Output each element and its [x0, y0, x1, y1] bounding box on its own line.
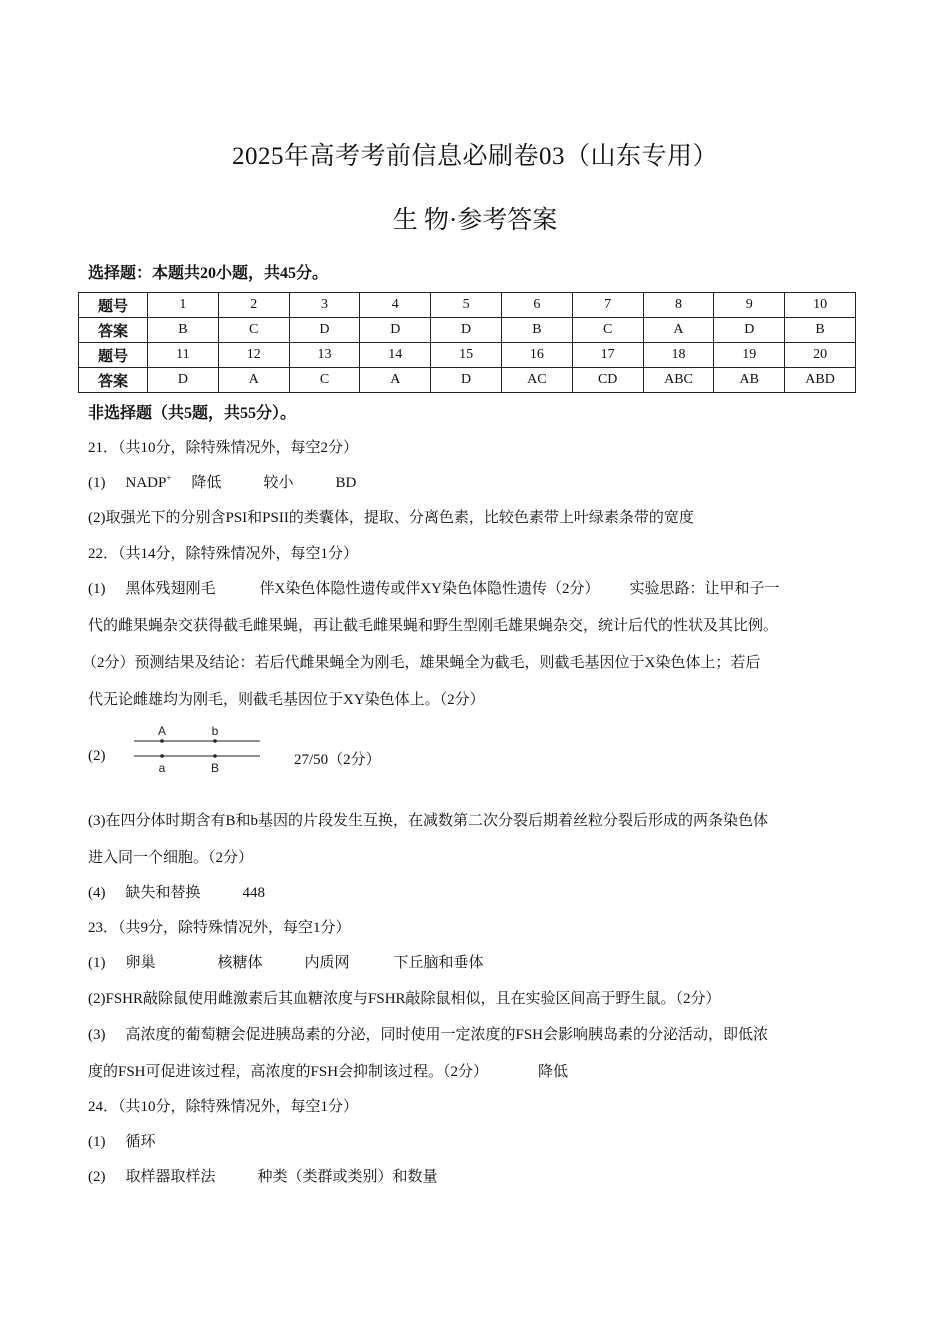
part-number: (1) — [88, 955, 106, 971]
question-number-cell: 19 — [714, 343, 785, 368]
answer-cell: C — [572, 318, 643, 343]
gene-locus-dot — [160, 754, 164, 758]
answer-cell: AC — [501, 368, 572, 393]
answer-cell: C — [218, 318, 289, 343]
q22-heading: 22．（共14分，除特殊情况外，每空1分） — [88, 546, 359, 562]
answer-cell: B — [148, 318, 219, 343]
answer-text: 高浓度的葡萄糖会促进胰岛素的分泌，同时使用一定浓度的FSH会影响胰岛素的分泌活动，即低浓 — [125, 1027, 769, 1043]
question-number-cell: 6 — [501, 293, 572, 318]
answer-cell: C — [289, 368, 360, 393]
answer-cell: D — [148, 368, 219, 393]
question-number-cell: 11 — [148, 343, 219, 368]
q22-part3-line1: (3)在四分体时期含有B和b基因的片段发生互换，在减数第二次分裂后期着丝粒分裂后形成的两条染色体 — [88, 813, 768, 829]
q24-heading: 24．（共10分，除特殊情况外，每空1分） — [88, 1099, 359, 1115]
question-number-cell: 5 — [431, 293, 502, 318]
q22-part1-line4: 代无论雌雄均为刚毛，则截毛基因位于XY染色体上。（2分） — [88, 692, 485, 708]
answer-text: 缺失和替换 — [125, 885, 201, 901]
question-number-cell: 15 — [431, 343, 502, 368]
gene-label: b — [211, 724, 219, 738]
answer-cell: D — [431, 318, 502, 343]
row-label-answer: 答案 — [79, 318, 148, 343]
question-number-cell: 20 — [785, 343, 856, 368]
answer-text: 伴X染色体隐性遗传或伴XY染色体隐性遗传（2分） — [259, 581, 600, 597]
q23-heading: 23．（共9分，除特殊情况外，每空1分） — [88, 920, 351, 936]
question-number-cell: 4 — [360, 293, 431, 318]
answer-text: 下丘脑和垂体 — [393, 955, 484, 971]
gene-label: B — [210, 761, 220, 775]
q24-part2 — [88, 1165, 438, 1186]
question-number-cell: 18 — [643, 343, 714, 368]
answer-text: 循环 — [125, 1134, 156, 1150]
answer-text: 种类（类群或类别）和数量 — [257, 1169, 438, 1185]
q24-part1 — [88, 1130, 156, 1151]
table-row — [79, 318, 856, 343]
question-number-cell: 8 — [643, 293, 714, 318]
part-number: (4) — [88, 885, 106, 901]
question-number-cell: 10 — [785, 293, 856, 318]
answer-cell: D — [289, 318, 360, 343]
answer-text: 取样器取样法 — [125, 1169, 216, 1185]
row-label-answer: 答案 — [79, 368, 148, 393]
answer-cell: D — [714, 318, 785, 343]
question-number-cell: 17 — [572, 343, 643, 368]
answer-text: BD — [335, 475, 357, 491]
q22-part1-line2: 代的雌果蝇杂交获得截毛雌果蝇，再让截毛雌果蝇和野生型刚毛雄果蝇杂交，统计后代的性状及其比例。 — [88, 618, 779, 634]
q22-part1-line1 — [88, 577, 780, 598]
answer-text: 卵巢 — [125, 955, 156, 971]
q21-heading: 21．（共10分，除特殊情况外，每空2分） — [88, 440, 359, 456]
superscript: + — [166, 473, 172, 483]
q23-part3-line1 — [88, 1023, 768, 1044]
answer-cell: B — [785, 318, 856, 343]
q23-part3-line2 — [88, 1060, 568, 1081]
question-number-cell: 16 — [501, 343, 572, 368]
page-subtitle: 生 物·参考答案 — [392, 207, 558, 234]
question-number-cell: 12 — [218, 343, 289, 368]
answer-cell: A — [643, 318, 714, 343]
question-number-cell: 1 — [148, 293, 219, 318]
answer-text: 度的FSH可促进该过程，高浓度的FSH会抑制该过程。（2分） — [88, 1064, 489, 1080]
q23-part1 — [88, 951, 484, 972]
answer-text: 实验思路：让甲和子一 — [629, 581, 780, 597]
row-label-question: 题号 — [79, 343, 148, 368]
q22-part2-answer: 27/50（2分） — [294, 752, 381, 768]
answer-cell: ABC — [643, 368, 714, 393]
answer-cell: D — [360, 318, 431, 343]
table-row — [79, 293, 856, 318]
answer-cell: CD — [572, 368, 643, 393]
part-number: (1) — [88, 1134, 106, 1150]
question-number-cell: 7 — [572, 293, 643, 318]
part-number: (3) — [88, 1027, 106, 1043]
row-label-question: 题号 — [79, 293, 148, 318]
answer-cell: AB — [714, 368, 785, 393]
answer-text: 448 — [242, 885, 266, 901]
nonchoice-heading: 非选择题（共5题，共55分）。 — [88, 405, 297, 422]
question-number-cell: 3 — [289, 293, 360, 318]
answer-text: 较小 — [263, 475, 294, 491]
choice-heading: 选择题：本题共20小题，共45分。 — [88, 265, 329, 282]
q21-part2: (2)取强光下的分别含PSI和PSII的类囊体，提取、分离色素，比较色素带上叶绿素条带的宽度 — [88, 510, 694, 526]
q22-part1-line3: （2分）预测结果及结论：若后代雌果蝇全为刚毛，雄果蝇全为截毛，则截毛基因位于X染色体上；若后 — [82, 655, 761, 671]
answer-text: NADP — [125, 475, 167, 491]
table-row — [79, 368, 856, 393]
answer-text: 降低 — [191, 475, 222, 491]
q22-part2-number: (2) — [88, 748, 106, 764]
chromosome-diagram — [134, 722, 274, 776]
question-number-cell: 14 — [360, 343, 431, 368]
page-title: 2025年高考考前信息必刷卷03（山东专用） — [231, 143, 718, 170]
question-number-cell: 13 — [289, 343, 360, 368]
q21-part1 — [88, 471, 356, 492]
table-row — [79, 343, 856, 368]
answer-cell: D — [431, 368, 502, 393]
part-number: (1) — [88, 475, 106, 491]
answer-cell: B — [501, 318, 572, 343]
answer-cell: ABD — [785, 368, 856, 393]
q22-part4 — [88, 881, 265, 902]
answer-text: 降低 — [538, 1064, 569, 1080]
part-number: (1) — [88, 581, 106, 597]
gene-locus-dot — [213, 754, 217, 758]
question-number-cell: 9 — [714, 293, 785, 318]
answer-table — [78, 292, 856, 393]
q23-part2: (2)FSHR敲除鼠使用雌激素后其血糖浓度与FSHR敲除鼠相似，且在实验区间高于野生鼠。（2分） — [88, 991, 721, 1007]
q22-part3-line2: 进入同一个细胞。（2分） — [88, 850, 254, 866]
gene-locus-dot — [213, 739, 217, 743]
answer-cell: A — [360, 368, 431, 393]
answer-cell: A — [218, 368, 289, 393]
answer-text: 核糖体 — [217, 955, 263, 971]
question-number-cell: 2 — [218, 293, 289, 318]
answer-text: 黑体残翅刚毛 — [125, 581, 216, 597]
gene-label: A — [157, 724, 167, 738]
part-number: (2) — [88, 1169, 106, 1185]
gene-label: a — [158, 761, 166, 775]
answer-text: 内质网 — [304, 955, 350, 971]
gene-locus-dot — [160, 739, 164, 743]
